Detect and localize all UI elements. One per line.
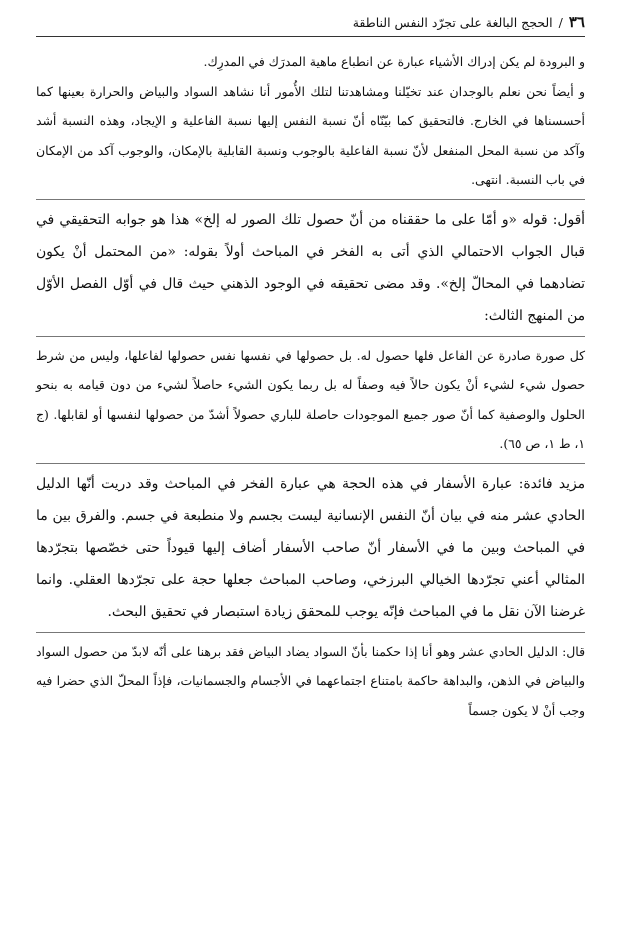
page-header: [36, 10, 585, 34]
quoted-text: كل صورة صادرة عن الفاعل فلها حصول له. بل حصولها في نفسها نفس حصولها لفاعلها، وليس من شرط حصول شيء لشيء أنْ يكون حالاً فيه وصفاً له بل ربما يكون الشيء حاصلاً لشيء من دون قيامه به بنحو الحلول والوصفية كما أنّ صور جميع الموجودات حاصلة للباري حصولاً أشدّ من حصولها لنفسها أو لقابلها. (ج ١، ط ١، ص ٦٥).: [36, 347, 585, 451]
quoted-text: قال: الدليل الحادي عشر وهو أنا إذا حكمنا بأنّ السواد يضاد البياض فقد برهنا على أنّه لابدّ من حصول السواد والبياض في الذهن، والبداهة حاكمة بامتناع اجتماعهما في الأجسام والجسمانيات، فإذاً المحلّ الذي حضرا فيه وجب أنْ لا يكون جسماً: [36, 643, 585, 718]
section-divider: [36, 632, 585, 633]
page-number: ٣٦: [568, 13, 585, 31]
quoted-text: و البرودة لم يكن إدراك الأشياء عبارة عن انطباع ماهية المدرَك في المدرِك.: [203, 54, 585, 69]
quoted-text: و أيضاً نحن نعلم بالوجدان عند تخيّلنا ومشاهدتنا لتلك الأُمور أنا نشاهد السواد والبياض والحرارة بعينها كما أحسسناها في الخارج. فالتحقيق كما بيّنّاه أنّ نسبة النفس إليها نسبة الفاعلية و الإيجاد، وهذه النسبة أشد وآكد من نسبة المحل المنفعل لأنّ نسبة الفاعلية بالوجوب ونسبة القابلية بالإمكان، والوجوب آكد من الإمكان في باب النسبة. انتهى.: [36, 83, 585, 187]
section-divider: [36, 463, 585, 464]
section-divider: [36, 336, 585, 337]
commentary-paragraph: مزيد فائدة: عبارة الأسفار في هذه الحجة هي عبارة الفخر في المباحث وقد دريت أنّها الدليل الحادي عشر منه في بيان أنّ النفس الإنسانية ليست بجسم ولا منطبعة في جسم. والفرق بين ما في المباحث وبين ما في الأسفار أنّ صاحب الأسفار أضاف إليها قيوداً حتى خصّصها بتجرّدها المثالي أعني تجرّدها الخيالي البرزخي، وصاحب المباحث جعلها حجة على تجرّدها العقلي. وانما غرضنا الآن نقل ما في المباحث فإنّه يوجب للمحقق زيادة استبصار في تحقيق البحث.: [36, 475, 585, 620]
section-divider: [36, 199, 585, 200]
commentary-paragraph: أقول: قوله «و أمّا على ما حققناه من أنّ حصول تلك الصور له إلخ» هذا هو جوابه التحقيقي في قبال الجواب الاحتمالي الذي أتى به الفخر في المباحث أولاً بقوله: «من المحتمل أنْ يكون تضادهما في المحالّ إلخ». وقد مضى تحقيقه في الوجود الذهني حيث قال في أوّل الفصل الأوّل من المنهج الثالث:: [36, 211, 585, 324]
header-divider: [36, 36, 585, 37]
header-separator: /: [558, 15, 563, 30]
running-title: الحجج البالغة على تجرّد النفس الناطقة: [352, 15, 553, 30]
